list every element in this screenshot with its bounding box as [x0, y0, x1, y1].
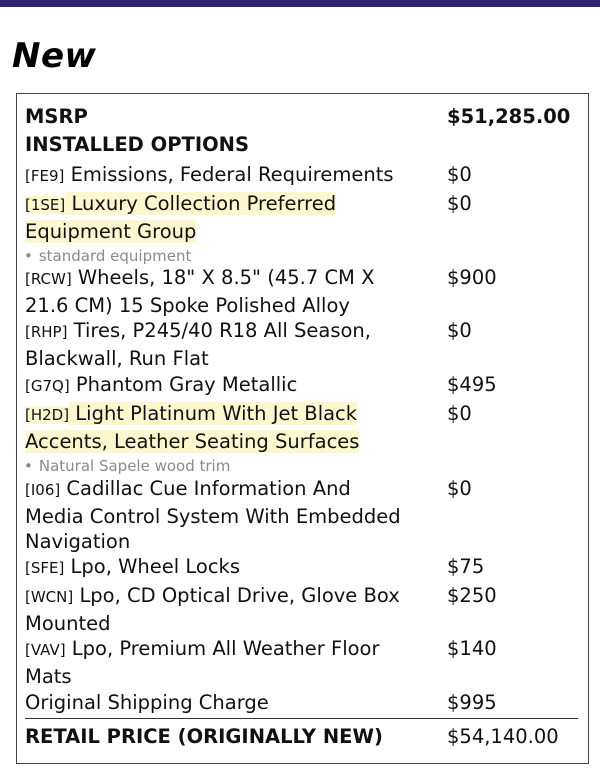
- option-code: [WCN]: [25, 588, 74, 606]
- bullet-icon: •: [24, 247, 33, 265]
- option-desc: Navigation: [25, 530, 131, 553]
- bullet-icon: •: [24, 457, 33, 475]
- option-desc: Equipment Group: [25, 219, 197, 243]
- option-code: [G7Q]: [25, 377, 70, 395]
- option-code: [VAV]: [25, 641, 66, 659]
- option-desc: Lpo, CD Optical Drive, Glove Box: [79, 584, 400, 607]
- option-desc: Accents, Leather Seating Surfaces: [25, 429, 360, 453]
- option-code: [1SE]: [25, 196, 66, 214]
- option-desc: Lpo, Premium All Weather Floor: [71, 637, 380, 660]
- retail-price-value: $54,140.00: [447, 725, 559, 748]
- option-desc: Phantom Gray Metallic: [75, 373, 298, 396]
- option-price: $0: [447, 192, 472, 215]
- option-code: [FE9]: [25, 167, 65, 185]
- option-desc: Media Control System With Embedded: [25, 504, 401, 528]
- total-divider: [25, 718, 578, 719]
- option-desc: 21.6 CM) 15 Spoke Polished Alloy: [25, 293, 350, 317]
- option-desc: Lpo, Wheel Locks: [70, 555, 240, 578]
- option-desc: Emissions, Federal Requirements: [70, 163, 394, 186]
- option-price: $140: [447, 637, 497, 660]
- installed-options-label: INSTALLED OPTIONS: [25, 133, 250, 156]
- option-desc: Mounted: [25, 611, 111, 635]
- shipping-label: Original Shipping Charge: [25, 691, 269, 714]
- option-desc: Mats: [25, 664, 72, 688]
- option-desc: Cadillac Cue Information And: [66, 477, 351, 500]
- msrp-value: $51,285.00: [447, 105, 571, 128]
- option-note: • Natural Sapele wood trim: [24, 457, 231, 475]
- option-price: $0: [447, 319, 472, 342]
- option-price: $0: [447, 163, 472, 186]
- option-code: [SFE]: [25, 559, 65, 577]
- option-price: $0: [447, 477, 472, 500]
- option-price: $250: [447, 584, 497, 607]
- msrp-label: MSRP: [25, 105, 88, 128]
- option-code: [I06]: [25, 481, 61, 499]
- option-desc: Tires, P245/40 R18 All Season,: [73, 319, 371, 342]
- option-price: $900: [447, 266, 497, 289]
- option-desc: Light Platinum With Jet Black: [75, 402, 358, 425]
- option-note: • standard equipment: [24, 247, 192, 265]
- option-price: $0: [447, 402, 472, 425]
- option-price: $75: [447, 555, 485, 578]
- option-desc: Wheels, 18" X 8.5" (45.7 CM X: [77, 266, 375, 289]
- option-code: [H2D]: [25, 406, 70, 424]
- retail-price-label: RETAIL PRICE (ORIGINALLY NEW): [25, 725, 383, 748]
- shipping-value: $995: [447, 691, 497, 714]
- option-desc: Luxury Collection Preferred: [71, 192, 337, 215]
- option-desc: Blackwall, Run Flat: [25, 346, 209, 370]
- option-code: [RCW]: [25, 270, 72, 288]
- option-code: [RHP]: [25, 323, 68, 341]
- page-title: New: [12, 36, 97, 76]
- top-accent-bar: [0, 0, 600, 7]
- option-price: $495: [447, 373, 497, 396]
